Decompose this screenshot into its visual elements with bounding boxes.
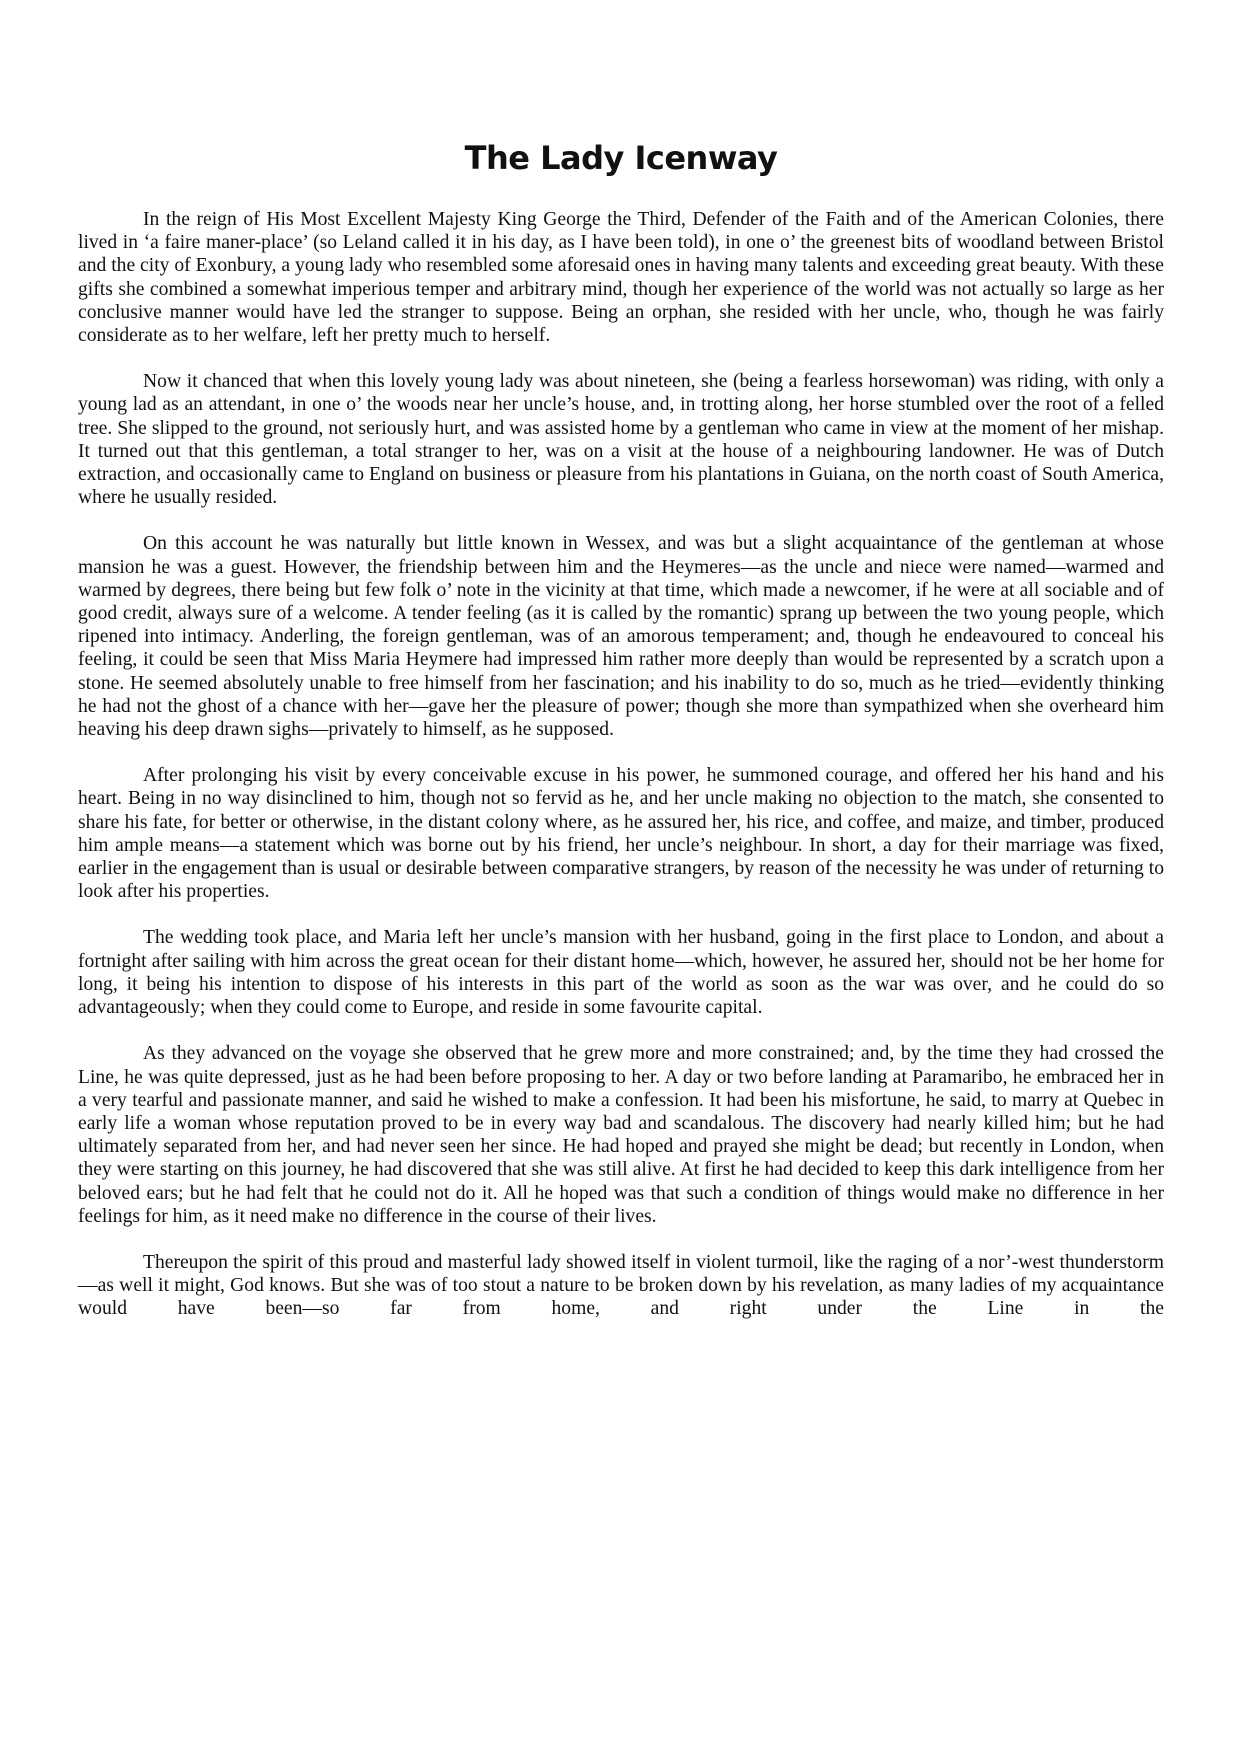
paragraph-2: Now it chanced that when this lovely young lady was about nineteen, she (being a fearless horsewoman) was riding, with only a young lad as an attendant, in one o’ the woods near her uncle’s house, and, in trotting along, her horse stumbled over the root of a felled tree. She slipped to the ground, not seriously hurt, and was assisted home by a gentleman who came in view at the moment of her mishap. It turned out that this gentleman, a total stranger to her, was on a visit at the house of a neighbouring landowner. He was of Dutch extraction, and occasionally came to England on business or pleasure from his plantations in Guiana, on the north coast of South America, where he usually resided. — [78, 371, 1164, 509]
paragraph-3: On this account he was naturally but little known in Wessex, and was but a slight acquaintance of the gentleman at whose mansion he was a guest. However, the friendship between him and the Heymeres—as the uncle and niece were named—warmed and warmed by degrees, there being but few folk o’ note in the vicinity at that time, which made a newcomer, if he were at all sociable and of good credit, always sure of a welcome. A tender feeling (as it is called by the romantic) sprang up between the two young people, which ripened into intimacy. Anderling, the foreign gentleman, was of an amorous temperament; and, though he endeavoured to conceal his feeling, it could be seen that Miss Maria Heymere had impressed him rather more deeply than would be represented by a scratch upon a stone. He seemed absolutely unable to free himself from her fascination; and his inability to do so, much as he tried—evidently thinking he had not the ghost of a chance with her—gave her the pleasure of power; though she more than sympathized when she overheard him heaving his deep drawn sighs—privately to himself, as he supposed. — [78, 533, 1164, 741]
paragraph-5: The wedding took place, and Maria left her uncle’s mansion with her husband, going in the first place to London, and about a fortnight after sailing with him across the great ocean for their distant home—which, however, he assured her, should not be her home for long, it being his intention to dispose of his interests in this part of the world as soon as the war was over, and he could do so advantageously; when they could come to Europe, and reside in some favourite capital. — [78, 927, 1164, 1019]
paragraph-4: After prolonging his visit by every conceivable excuse in his power, he summoned courage, and offered her his hand and his heart. Being in no way disinclined to him, though not so fervid as he, and her uncle making no objection to the match, she consented to share his fate, for better or otherwise, in the distant colony where, as he assured her, his rice, and coffee, and maize, and timber, produced him ample means—a statement which was borne out by his friend, her uncle’s neighbour. In short, a day for their marriage was fixed, earlier in the engagement than is usual or desirable between comparative strangers, by reason of the necessity he was under of returning to look after his properties. — [78, 765, 1164, 903]
paragraph-6: As they advanced on the voyage she observed that he grew more and more constrained; and, by the time they had crossed the Line, he was quite depressed, just as he had been before proposing to her. A day or two before landing at Paramaribo, he embraced her in a very tearful and passionate manner, and said he wished to make a confession. It had been his misfortune, he said, to marry at Quebec in early life a woman whose reputation proved to be in every way bad and scandalous. The discovery had nearly killed him; but he had ultimately separated from her, and had never seen her since. He had hoped and prayed she might be dead; but recently in London, when they were starting on this journey, he had discovered that she was still alive. At first he had decided to keep this dark intelligence from her beloved ears; but he had felt that he could not do it. All he hoped was that such a condition of things would make no difference in her feelings for him, as it need make no difference in the course of their lives. — [78, 1043, 1164, 1227]
page-title: The Lady Icenway — [464, 139, 778, 178]
paragraph-7: Thereupon the spirit of this proud and masterful lady showed itself in violent turmoil, like the raging of a nor’-west thunderstorm—as well it might, God knows. But she was of too stout a nature to be broken down by his revelation, as many ladies of my acquaintance would have been—so far from home, and right under the Line in the — [78, 1251, 1164, 1320]
document-body — [78, 208, 1164, 1344]
paragraph-1: In the reign of His Most Excellent Majesty King George the Third, Defender of the Faith and of the American Colonies, there lived in ‘a faire maner-place’ (so Leland called it in his day, as I have been told), in one o’ the greenest bits of woodland between Bristol and the city of Exonbury, a young lady who resembled some aforesaid ones in having many talents and exceeding great beauty. With these gifts she combined a somewhat imperious temper and arbitrary mind, though her experience of the world was not actually so large as her conclusive manner would have led the stranger to suppose. Being an orphan, she resided with her uncle, who, though he was fairly considerate as to her welfare, left her pretty much to herself. — [78, 209, 1164, 347]
